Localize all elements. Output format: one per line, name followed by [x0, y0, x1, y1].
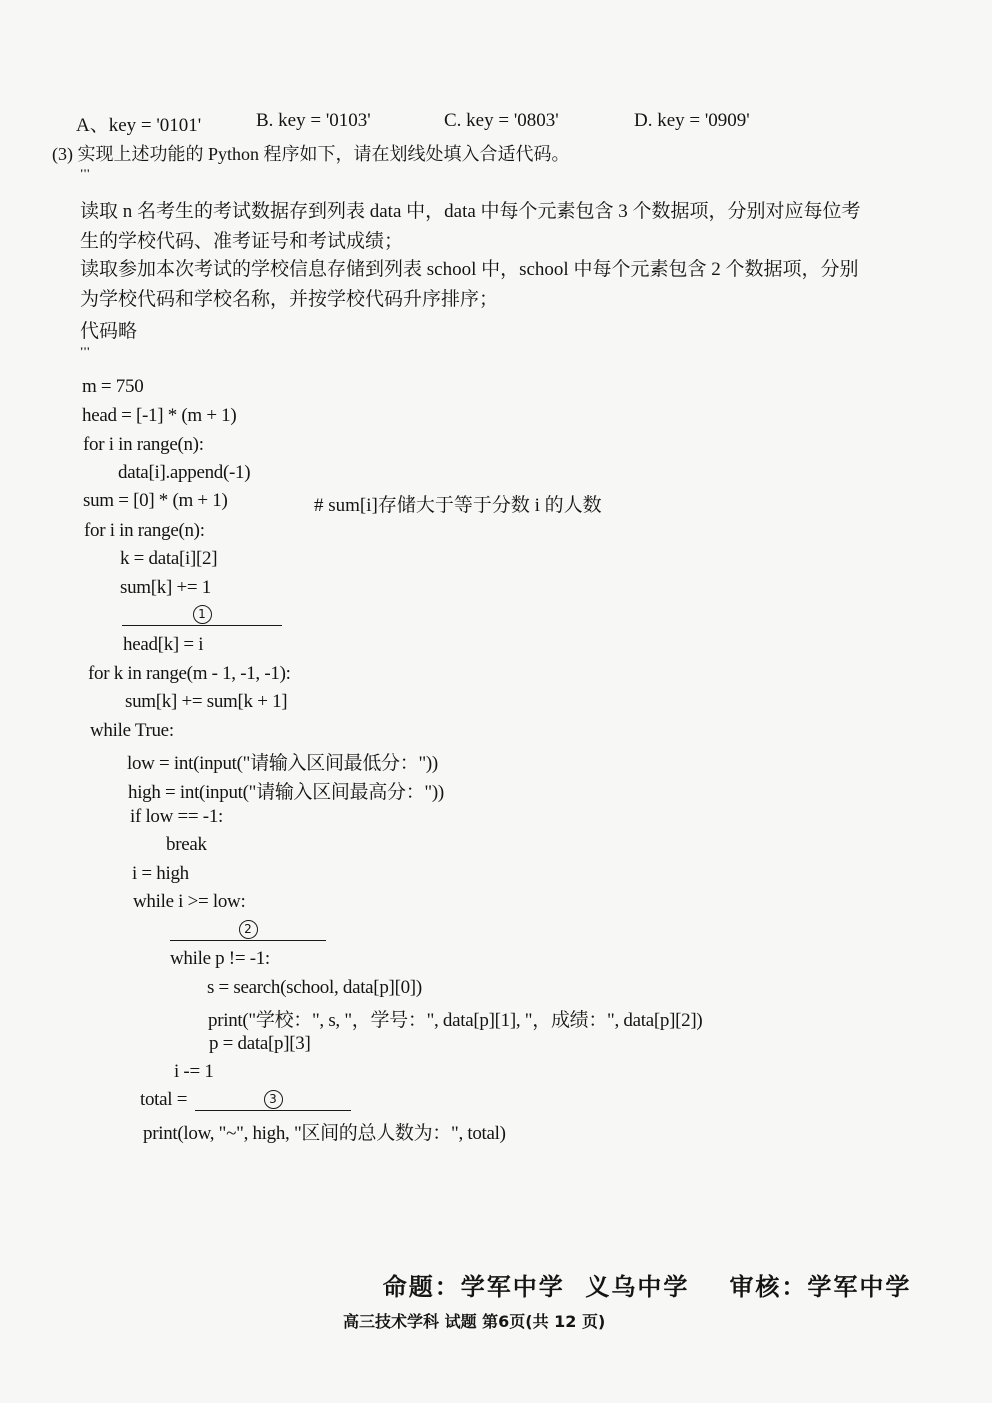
code-line-2: head = [-1] * (m + 1)	[82, 405, 237, 426]
code-line-22: s = search(school, data[p][0])	[207, 977, 422, 998]
code-line-15: high = int(input("请输入区间最高分："))	[128, 782, 444, 803]
blank-number-3: 3	[264, 1090, 283, 1109]
option-c: C. key = '0803'	[444, 110, 559, 131]
blank-2[interactable]	[170, 918, 326, 941]
blank-number-1: 1	[193, 605, 212, 624]
code-line-16: if low == -1:	[130, 806, 223, 827]
code-line-4: data[i].append(-1)	[118, 462, 251, 483]
code-comment: # sum[i]存储大于等于分数 i 的人数	[314, 495, 602, 516]
code-line-26: total =	[140, 1089, 188, 1110]
code-line-19: while i >= low:	[133, 891, 246, 912]
doc-line-2: 生的学校代码、准考证号和考试成绩；	[80, 231, 404, 252]
code-line-3: for i in range(n):	[83, 434, 204, 455]
code-line-17: break	[166, 834, 207, 855]
doc-line-3: 读取参加本次考试的学校信息存储到列表 school 中，school 中每个元素包含 2 个数据项，分别	[80, 259, 859, 280]
code-line-25: i -= 1	[174, 1061, 214, 1082]
docstring-close: '''	[80, 344, 91, 358]
code-line-12: sum[k] += sum[k + 1]	[125, 691, 288, 712]
option-a: A、key = '0101'	[76, 115, 202, 136]
page-footer: 高三技术学科 试题 第6页(共 12 页)	[343, 1312, 606, 1331]
code-line-5: sum = [0] * (m + 1)	[83, 490, 228, 511]
doc-line-4: 为学校代码和学校名称，并按学校代码升序排序；	[80, 289, 499, 310]
docstring-open: '''	[80, 166, 91, 180]
option-d: D. key = '0909'	[634, 110, 750, 131]
code-line-1: m = 750	[82, 376, 144, 397]
code-line-11: for k in range(m - 1, -1, -1):	[88, 663, 291, 684]
credits	[362, 1238, 911, 1302]
question-prompt: (3) 实现上述功能的 Python 程序如下，请在划线处填入合适代码。	[52, 144, 570, 164]
credits-authors: 命题：学军中学 义乌中学	[382, 1272, 690, 1301]
doc-line-1: 读取 n 名考生的考试数据存到列表 data 中，data 中每个元素包含 3 个数据项，分别对应每位考	[80, 201, 861, 222]
credits-reviewer: 审核：学军中学	[729, 1272, 912, 1301]
code-line-23: print("学校：", s, "，学号：", data[p][1], "，成绩：", data[p][2])	[208, 1010, 703, 1031]
doc-line-5: 代码略	[80, 321, 138, 342]
code-line-8: sum[k] += 1	[120, 577, 211, 598]
blank-number-2: 2	[239, 920, 258, 939]
code-line-27: print(low, "~", high, "区间的总人数为：", total)	[143, 1123, 506, 1144]
code-line-21: while p != -1:	[170, 948, 270, 969]
option-b: B. key = '0103'	[256, 110, 371, 131]
code-line-24: p = data[p][3]	[209, 1033, 311, 1054]
code-line-18: i = high	[132, 863, 189, 884]
code-line-7: k = data[i][2]	[120, 548, 218, 569]
answer-options	[76, 110, 796, 140]
blank-3[interactable]	[195, 1088, 351, 1111]
code-line-10: head[k] = i	[123, 634, 204, 655]
code-line-13: while True:	[90, 720, 174, 741]
code-line-14: low = int(input("请输入区间最低分："))	[127, 753, 438, 774]
blank-1[interactable]	[122, 603, 282, 626]
code-line-6: for i in range(n):	[84, 520, 205, 541]
